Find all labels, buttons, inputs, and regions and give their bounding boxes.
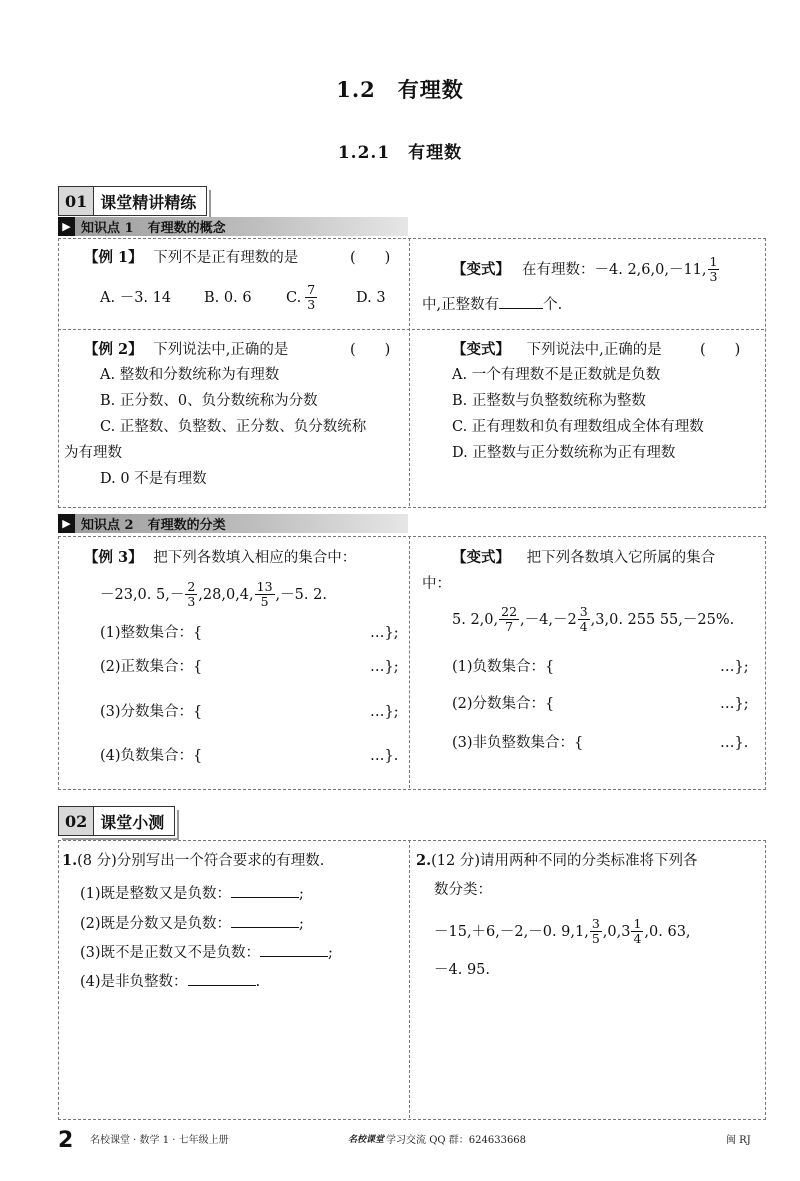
set-fraction-label: (2)分数集合：{ xyxy=(452,696,555,712)
quiz-question-2-numbers xyxy=(434,917,691,946)
fraction-denominator: 3 xyxy=(187,594,196,609)
footer-edition: 闽 RJ xyxy=(726,1135,751,1146)
quiz-question-2-numbers-cont: －4. 95. xyxy=(434,962,491,978)
variant-2-text: 下列说法中,正确的是 xyxy=(526,342,662,358)
item-4-blank[interactable] xyxy=(188,985,256,986)
quiz-question-1-item-4 xyxy=(80,969,260,995)
footer-qq-text: 学习交流 QQ 群：624633668 xyxy=(386,1135,527,1146)
fraction-numerator: 22 xyxy=(501,604,518,619)
fraction-numerator: 1 xyxy=(709,254,718,269)
variant-3-stem-cont: 中： xyxy=(422,576,451,592)
quiz-question-2-stem xyxy=(416,848,698,874)
numbers-part-3: ,3,0. 255 55,－25%. xyxy=(590,611,735,628)
fraction-numerator: 2 xyxy=(187,579,196,594)
section-01-header xyxy=(58,186,207,216)
example-2-option-b[interactable]: B. 正分数、0、负分数统称为分数 xyxy=(100,393,318,409)
fraction-13-5 xyxy=(255,580,275,609)
question-1-number: 1. xyxy=(62,852,78,869)
variant-3-numbers xyxy=(452,605,734,634)
kp1-horizontal-divider xyxy=(58,329,764,330)
numbers-part-2: ,－4,－2 xyxy=(520,611,577,628)
set-integer-label: (1)整数集合：{ xyxy=(100,625,203,641)
example-1-option-a[interactable]: A. －3. 14 xyxy=(100,289,172,306)
example-2-stem xyxy=(84,337,288,363)
numbers-part-3: ,－5. 2. xyxy=(275,586,327,603)
numbers-part-1: －23,0. 5,－ xyxy=(100,586,185,603)
example-1-text: 下列不是正有理数的是 xyxy=(153,250,299,266)
fraction-denominator: 3 xyxy=(307,297,316,312)
brand-logo: 名校课堂 xyxy=(348,1135,385,1145)
set-integer-end: …}; xyxy=(370,625,399,641)
quiz-question-1-stem xyxy=(62,848,324,874)
fraction-2-3 xyxy=(185,580,197,609)
set-nonnegative-integer-end: …}. xyxy=(720,735,749,751)
question-2-number: 2. xyxy=(416,852,432,869)
example-1-option-b[interactable]: B. 0. 6 xyxy=(204,289,252,306)
subsection-title-text: 有理数 xyxy=(408,143,463,163)
quiz-question-1-item-1 xyxy=(80,881,304,907)
example-2-text: 下列说法中,正确的是 xyxy=(153,342,289,358)
set-negative-label: (1)负数集合：{ xyxy=(452,659,555,675)
variant-1-blank[interactable] xyxy=(499,308,543,309)
section-title-text: 有理数 xyxy=(397,77,464,102)
fraction-numerator: 13 xyxy=(256,579,273,594)
variant-3-tag: 【变式】 xyxy=(452,549,510,566)
knowledge-point-1-title: 有理数的概念 xyxy=(147,221,226,236)
variant-3-stem xyxy=(452,545,715,571)
variant-3-text: 把下列各数填入它所属的集合 xyxy=(526,550,716,566)
variant-2-paren: ( ) xyxy=(700,342,741,358)
fraction-denominator: 7 xyxy=(505,619,514,634)
set-negative-end: …}. xyxy=(370,748,399,764)
item-3-semicolon: ; xyxy=(328,945,333,961)
quiz-question-1-item-2 xyxy=(80,911,304,937)
option-c-label: C. xyxy=(286,289,302,306)
fraction-1-3 xyxy=(708,255,720,284)
variant-1-line-2-post: 个. xyxy=(543,297,563,313)
example-2-paren: ( ) xyxy=(350,342,391,358)
variant-1-line-2-pre: 中,正整数有 xyxy=(422,297,500,313)
set-positive-end: …}; xyxy=(370,659,399,675)
fraction-numerator: 3 xyxy=(591,916,600,931)
example-1-option-d[interactable]: D. 3 xyxy=(356,289,386,306)
section-01-number: 01 xyxy=(59,187,94,215)
item-2-semicolon: ; xyxy=(299,916,304,932)
example-3-numbers xyxy=(100,580,327,609)
example-1-tag: 【例 1】 xyxy=(84,249,143,266)
example-1-stem xyxy=(84,245,298,271)
question-1-score: (8 分) xyxy=(77,853,117,869)
knowledge-point-2-label: 知识点 2 xyxy=(81,518,134,533)
item-1-text: (1)既是整数又是负数： xyxy=(80,886,232,902)
section-02-header xyxy=(58,806,175,836)
knowledge-point-1-bar xyxy=(58,217,408,236)
fraction-denominator: 5 xyxy=(260,594,269,609)
example-2-tag: 【例 2】 xyxy=(84,341,143,358)
item-2-text: (2)既是分数又是负数： xyxy=(80,916,232,932)
numbers-part-1: －15,＋6,－2,－0. 9,1, xyxy=(434,923,589,940)
question-1-text: 分别写出一个符合要求的有理数. xyxy=(116,853,325,869)
play-triangle-icon: ▶ xyxy=(58,217,75,236)
set-fraction-end: …}; xyxy=(370,704,399,720)
play-triangle-icon: ▶ xyxy=(58,514,75,533)
fraction-denominator: 3 xyxy=(709,269,718,284)
example-3-text: 把下列各数填入相应的集合中： xyxy=(153,550,357,566)
variant-2-option-b[interactable]: B. 正整数与负整数统称为整数 xyxy=(452,393,646,409)
example-1-option-c[interactable] xyxy=(286,283,356,312)
set-fraction-end: …}; xyxy=(720,696,749,712)
knowledge-point-2-title: 有理数的分类 xyxy=(147,518,226,533)
item-3-blank[interactable] xyxy=(260,956,328,957)
section-number: 1.2 xyxy=(336,77,376,102)
item-1-semicolon: ; xyxy=(299,886,304,902)
fraction-numerator: 7 xyxy=(307,282,316,297)
set-negative-label: (4)负数集合：{ xyxy=(100,748,203,764)
example-3-stem xyxy=(84,545,356,571)
fraction-denominator: 4 xyxy=(579,619,588,634)
footer-book-title: 名校课堂 · 数学 1 · 七年级上册 xyxy=(90,1135,229,1146)
fraction-denominator: 5 xyxy=(591,931,600,946)
example-3-tag: 【例 3】 xyxy=(84,549,143,566)
fraction-7-3 xyxy=(305,283,317,312)
kp2-vertical-divider xyxy=(409,536,410,788)
footer-qq-group xyxy=(348,1131,526,1146)
fraction-numerator: 1 xyxy=(633,916,642,931)
section-02-title: 课堂小测 xyxy=(100,812,165,832)
subsection-number: 1.2.1 xyxy=(337,143,391,163)
knowledge-point-2-bar xyxy=(58,514,408,533)
subsection-title xyxy=(0,138,800,163)
set-fraction-label: (3)分数集合：{ xyxy=(100,704,203,720)
numbers-part-1: 5. 2,0, xyxy=(452,611,499,628)
fraction-3-5 xyxy=(590,917,602,946)
quiz-question-2-stem-cont: 数分类： xyxy=(434,882,492,898)
question-2-score: (12 分) xyxy=(431,853,481,869)
variant-1-text: 在有理数：－4. 2,6,0,－11, xyxy=(522,261,707,278)
numbers-part-2: ,0,3 xyxy=(602,923,631,940)
item-1-blank[interactable] xyxy=(231,897,299,898)
item-4-text: (4)是非负整数： xyxy=(80,974,188,990)
example-1-options xyxy=(100,283,400,312)
fraction-numerator: 3 xyxy=(579,604,588,619)
variant-1-tag: 【变式】 xyxy=(452,260,510,278)
variant-1-stem xyxy=(452,255,720,284)
variant-2-tag: 【变式】 xyxy=(452,341,510,358)
example-2-option-d[interactable]: D. 0 不是有理数 xyxy=(100,471,207,487)
variant-2-option-d[interactable]: D. 正整数与正分数统称为正有理数 xyxy=(452,445,676,461)
numbers-part-2: ,28,0,4, xyxy=(198,586,254,603)
variant-2-option-a[interactable]: A. 一个有理数不是正数就是负数 xyxy=(452,367,661,383)
variant-1-line-2 xyxy=(422,292,562,318)
item-3-text: (3)既不是正数又不是负数： xyxy=(80,945,261,961)
fraction-22-7 xyxy=(499,605,519,634)
example-2-option-c[interactable]: C. 正整数、负整数、正分数、负分数统称 xyxy=(100,419,367,435)
item-4-period: . xyxy=(255,974,261,990)
fraction-3-4 xyxy=(578,605,590,634)
set-negative-end: …}; xyxy=(720,659,749,675)
kp1-vertical-divider xyxy=(409,238,410,506)
example-2-option-a[interactable]: A. 整数和分数统称为有理数 xyxy=(100,367,280,383)
section-01-title: 课堂精讲精练 xyxy=(100,192,197,212)
page-number: 2 xyxy=(58,1128,74,1153)
section-title xyxy=(0,74,800,104)
question-2-text: 请用两种不同的分类标准将下列各 xyxy=(480,853,698,869)
quiz-vertical-divider xyxy=(409,840,410,1118)
section-02-number: 02 xyxy=(59,807,94,835)
example-2-option-c-cont: 为有理数 xyxy=(64,445,122,461)
fraction-denominator: 4 xyxy=(633,931,642,946)
fraction-1-4 xyxy=(631,917,643,946)
variant-2-stem xyxy=(452,337,662,363)
variant-2-option-c[interactable]: C. 正有理数和负有理数组成全体有理数 xyxy=(452,419,704,435)
knowledge-point-1-label: 知识点 1 xyxy=(81,221,134,236)
numbers-part-3: ,0. 63, xyxy=(644,923,691,940)
item-2-blank[interactable] xyxy=(231,927,299,928)
set-nonnegative-integer-label: (3)非负整数集合：{ xyxy=(452,735,584,751)
quiz-question-1-item-3 xyxy=(80,940,333,966)
example-1-paren: ( ) xyxy=(350,250,391,266)
set-positive-label: (2)正数集合：{ xyxy=(100,659,203,675)
